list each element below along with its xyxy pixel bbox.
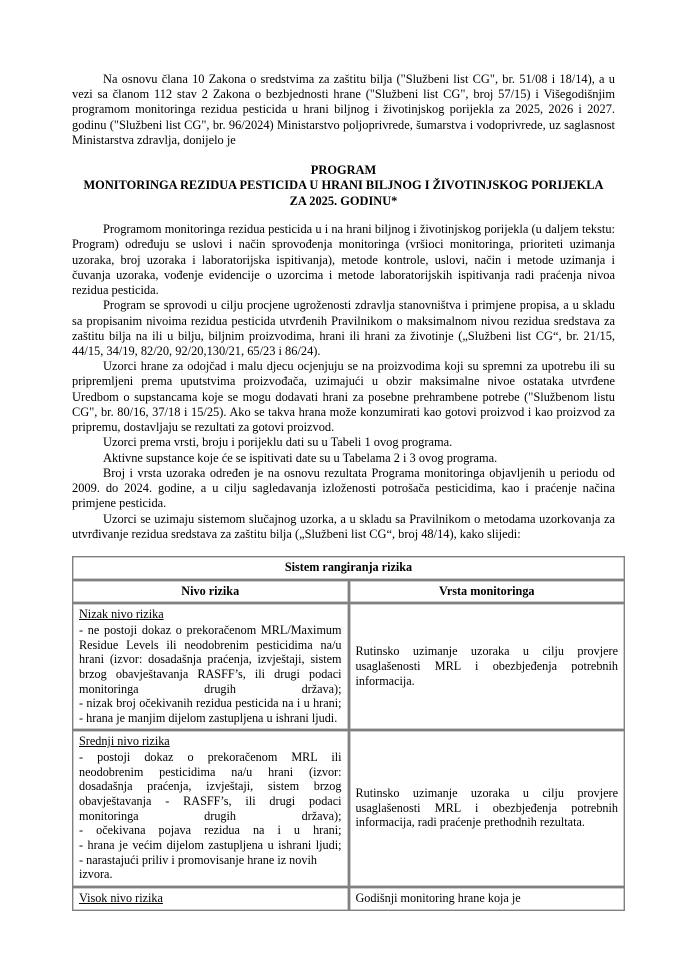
body-paragraph-4: Uzorci prema vrsti, broju i porijeklu dati su u Tabeli 1 ovog programa.: [103, 435, 453, 450]
table-row: [72, 730, 625, 886]
risk-level-title-medium: Srednji nivo rizika: [79, 734, 170, 749]
risk-level-title-low: Nizak nivo rizika: [79, 607, 164, 622]
risk-ranking-table: [72, 556, 625, 911]
table-row: [72, 887, 625, 912]
table-caption-cell: Sistem rangiranja rizika: [72, 556, 625, 580]
body-paragraph-3: Uzorci hrane za odojčad i malu djecu ocjenjuju se na proizvodima koji su spremni za upotrebu ili su pripremljeni prema uputstvima proizvođača, uzimajući u obzir maksimalne nivoe ostataka utvrđene Uredbom o supstancama koje se mogu dodavati hrani za posebne prehrambene potrebe ("Službenom listu CG", br. 80/16, 37/18 i 15/25). Ako se takva hrana može konzumirati kao gotovi proizvod i kao proizvod za pripremu, dostavljaju se rezultati za gotovi proizvod.: [72, 359, 615, 435]
column-header-nivo-rizika: Nivo rizika: [72, 580, 349, 604]
risk-level-bullet: - hrana je manjim dijelom zastupljena u ishrani ljudi.: [79, 710, 338, 725]
body-paragraph-6: Broj i vrsta uzoraka određen je na osnovu rezultata Programa monitoringa objavljenih u periodu od 2009. do 2024. godine, a u cilju sagledavanja izloženosti potrošača pesticidima, kao i praćenje načina primjene pesticida.: [72, 465, 615, 511]
risk-level-bullet: - narastajući priliv i promovisanje hrane iz novih izvora.: [79, 852, 317, 882]
body-paragraph-2: Program se sprovodi u cilju procjene ugroženosti zdravlja stanovništva i primjene propisa, a u skladu sa propisanim nivoima rezidua pesticida utvrđenih Pravilnikom o maksimalnom nivou rezidua sredstava za zaštitu bilja na ili u bilju, biljnim proizvodima, hrani ili hrani za životinje („Službeni list CG“, br. 21/15, 44/15, 34/19, 82/20, 92/20,130/21, 65/23 i 86/24).: [72, 298, 615, 358]
table-header-row: [72, 580, 625, 604]
monitoring-type-text: Godišnji monitoring hrane koja je: [355, 891, 521, 906]
title-line-3: ZA 2025. GODINU*: [289, 193, 398, 208]
body-paragraph-5: Aktivne supstance koje će se ispitivati date su u Tabelama 2 i 3 ovog programa.: [103, 450, 498, 465]
risk-level-bullet: - ne postoji dokaz o prekoračenom MRL/Maximum Residue Levels ili neodobrenim pesticidima na/u hrani (izvor: dosadašnja praćenja, izvještaji, sistem brzog obavještavanja RASFF’s, ili drugi podaci monitoringa drugih država);: [79, 622, 342, 696]
monitoring-type-text: Rutinsko uzimanje uzoraka u cilju provjere usaglašenosti MRL i obezbjeđenja potrebnih informacija.: [355, 644, 618, 688]
intro-paragraph: Na osnovu člana 10 Zakona o sredstvima za zaštitu bilja ("Službeni list CG", br. 51/08 i 18/14), a u vezi sa članom 112 stav 2 Zakona o bezbjednosti hrane ("Službeni list CG", broj 57/15) i Višegodišnjim programom monitoringa rezidua pesticida u hrani biljnog i životinjskog porijekla za 2025, 2026 i 2027. godinu ("Službeni list CG", br. 96/2024) Ministarstvo poljoprivrede, šumarstva i vodoprivrede, uz saglasnost Ministarstva zdravlja, donijelo je: [72, 72, 615, 147]
column-header-vrsta-monitoringa: Vrsta monitoringa: [349, 580, 626, 604]
risk-level-bullet: - očekivana pojava rezidua na i u hrani;: [79, 823, 342, 838]
monitoring-type-cell-medium: [349, 730, 626, 886]
table-caption-row: [72, 556, 625, 580]
body-paragraph-7: Uzorci se uzimaju sistemom slučajnog uzorka, a u skladu sa Pravilnikom o metodama uzorkovanja za utvrđivanje rezidua sredstava za zaštitu bilja („Službeni list CG“, broj 48/14), kako slijedi:: [72, 511, 615, 541]
body-paragraph-1: Programom monitoringa rezidua pesticida u i na hrani biljnog i životinjskog porijekla (u daljem tekstu: Program) određuju se uslovi i način sprovođenja monitoringa (vršioci monitoringa, prioriteti uzimanja uzoraka, broj uzoraka i laboratorijska ispitivanja), metode kontrole, uslovi, način i metode uzimanja i čuvanja uzoraka, vođenje evidencije o uzorcima i metode laboratorijskih ispitivanja radi praćenja nivoa rezidua pesticida.: [72, 222, 615, 298]
title-line-2: MONITORINGA REZIDUA PESTICIDA U HRANI BILJNOG I ŽIVOTINJSKOG PORIJEKLA: [83, 178, 604, 193]
risk-level-cell-high: [72, 887, 349, 912]
monitoring-type-text: Rutinsko uzimanje uzoraka u cilju provjere usaglašenosti MRL i obezbjeđenja potrebnih informacija, radi praćenje prethodnih rezultata.: [355, 786, 618, 830]
risk-level-title-high: Visok nivo rizika: [79, 890, 163, 905]
risk-level-cell-medium: [72, 730, 349, 886]
risk-level-cell-low: [72, 603, 349, 730]
risk-level-bullet: - hrana je većim dijelom zastupljena u ishrani ljudi;: [79, 837, 342, 852]
monitoring-type-cell-low: [349, 603, 626, 730]
monitoring-type-cell-high: [349, 887, 626, 912]
risk-level-bullet: - postoji dokaz o prekoračenom MRL ili neodobrenim pesticidima na/u hrani (izvor: dosadašnja praćenja, izvještaji, sistem brzog obavještavanja - RASFF’s, ili drugi podaci monitoringa drugih država);: [79, 750, 342, 823]
title-line-1: PROGRAM: [310, 163, 377, 178]
risk-level-bullet: - nizak broj očekivanih rezidua pesticida na i u hrani;: [79, 696, 342, 711]
table-row: [72, 603, 625, 730]
document-title: [72, 163, 615, 209]
